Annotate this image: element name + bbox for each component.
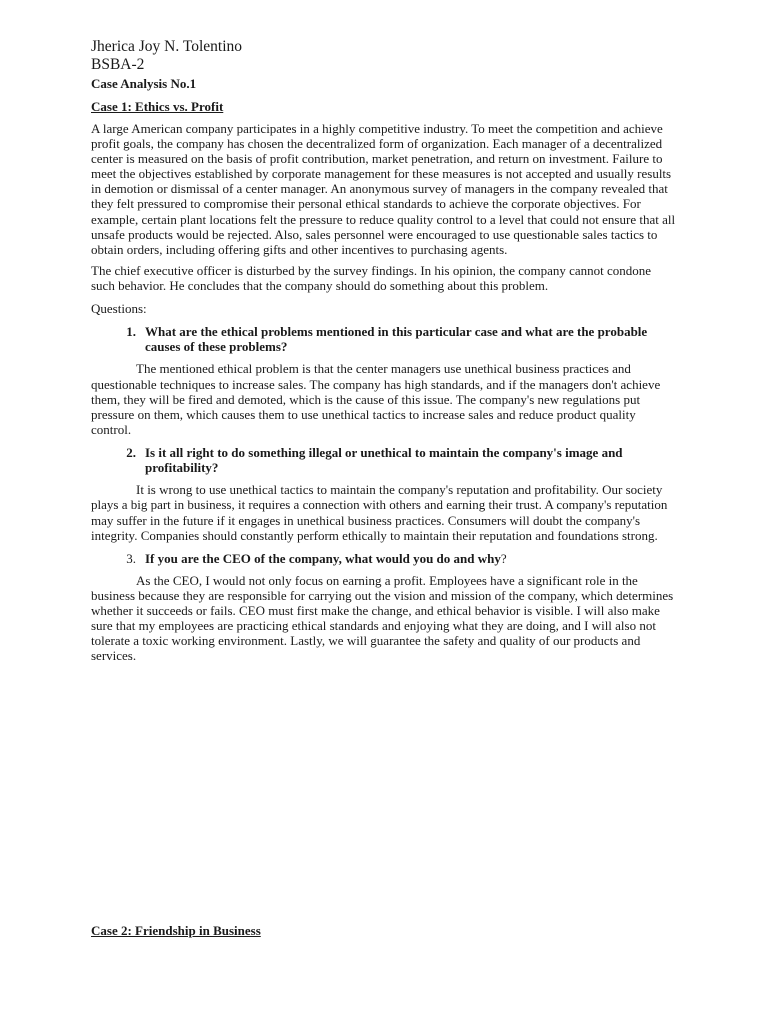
- author-course: BSBA-2: [91, 56, 145, 73]
- case1-paragraph-1: A large American company participates in a highly competitive industry. To meet the competition and achieve profit goals, the company has chosen the decentralized form of organization. Each manager of a decentralized center is measured on the basis of profit contribution, market penetration, and return on investment. Failure to meet the objectives established by corporate management for these measures is not accepted and usually results in demotion or dismissal of a center manager. An anonymous survey of managers in the company revealed that they felt pressured to compromise their personal ethical standards to achieve the corporate objectives. For example, certain plant locations felt the pressure to reduce quality control to a level that could not ensure that all unsafe products would be rejected. Also, sales personnel were encouraged to use questionable sales tactics to obtain orders, including offering gifts and other incentives to purchasing agents.: [91, 121, 676, 257]
- question-2-number: 2.: [126, 444, 136, 460]
- question-3-text: [136, 551, 507, 566]
- question-1-text-body: What are the ethical problems mentioned in this particular case and what are the probable causes of these problems?: [145, 324, 648, 355]
- question-3-text-body: If you are the CEO of the company, what would you do and why: [145, 550, 501, 566]
- question-1-number: 1.: [126, 324, 136, 340]
- question-3-number: 3.: [126, 550, 136, 566]
- question-2-text: [136, 445, 678, 475]
- answer-1: The mentioned ethical problem is that the center managers use unethical business practices and questionable techniques to increase sales. The company has high standards, and if the managers don't achieve them, they will be fired and demoted, which is the cause of this issue. The company's new regulations put pressure on them, which causes them to use unethical tactics to increase sales and reduce product quality control.: [91, 361, 661, 437]
- question-2-text-body: Is it all right to do something illegal or unethical to maintain the company's image and profitability?: [145, 444, 623, 476]
- case1-paragraph-2: The chief executive officer is disturbed by the survey findings. In his opinion, the company cannot condone such behavior. He concludes that the company should do something about this problem.: [91, 262, 652, 293]
- question-2: [91, 445, 678, 475]
- case2-heading: Case 2: Friendship in Business: [91, 923, 261, 938]
- answer-3: As the CEO, I would not only focus on earning a profit. Employees have a significant role in the business because they are responsible for carrying out the vision and mission of the company, which determines whether it succeeds or fails. CEO must first make the change, and ethical behavior is visible. I will also make sure that my employees are practicing ethical standards and enjoying what they are doing, and I will also not tolerate a toxic working environment. Lastly, we will guarantee the safety and quality of our products and services.: [91, 572, 674, 664]
- question-1-text: [136, 324, 678, 354]
- author-name: Jherica Joy N. Tolentino: [91, 38, 243, 55]
- document-title: Case Analysis No.1: [91, 76, 197, 91]
- answer-2: It is wrong to use unethical tactics to maintain the company's reputation and profitability. Our society plays a big part in business, it requires a connection with others and earning their trust. A company's reputation may suffer in the future if it engages in unethical business practices. Consumers will doubt the company's integrity. Companies should constantly perform ethically to maintain their reputation and foundations strong.: [91, 482, 668, 543]
- case1-heading: Case 1: Ethics vs. Profit: [91, 99, 224, 114]
- questions-label: Questions:: [91, 301, 147, 317]
- question-3-mark: ?: [500, 550, 507, 566]
- question-3: [91, 551, 678, 566]
- question-1: [91, 324, 678, 354]
